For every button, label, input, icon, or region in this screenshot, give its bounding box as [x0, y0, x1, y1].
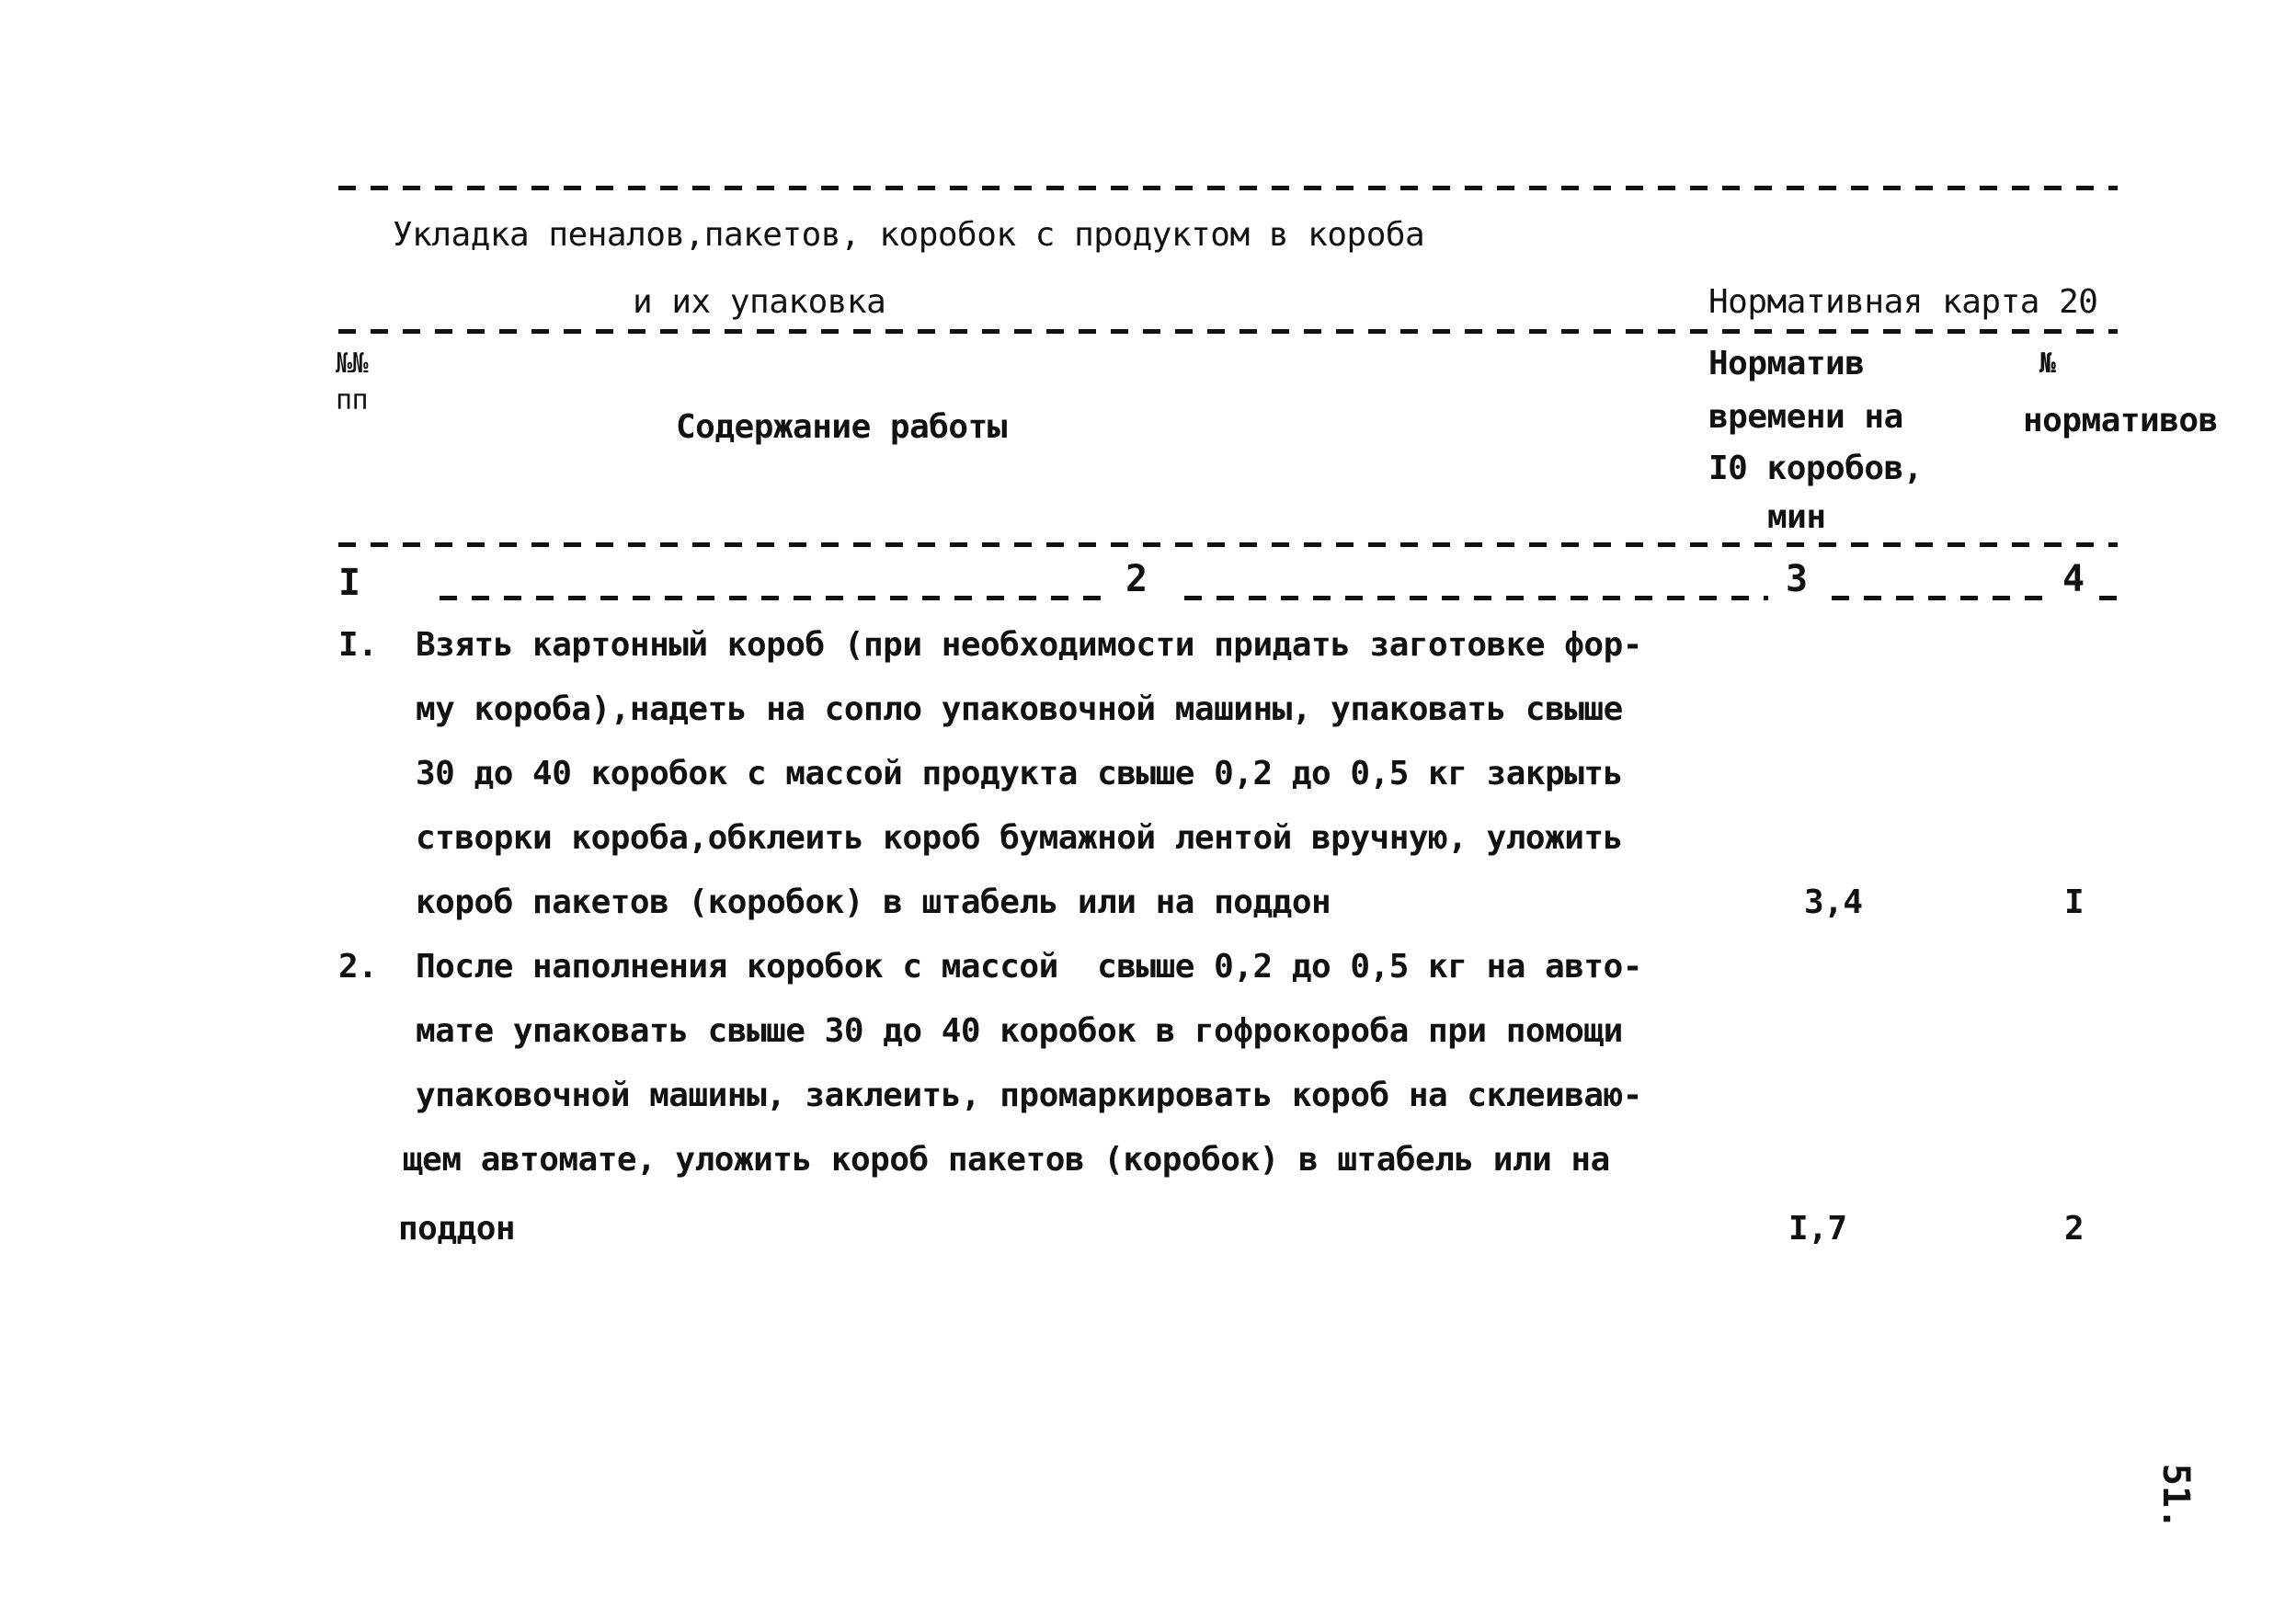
col-norm-header-1: Норматив	[1708, 345, 1865, 382]
col-content-header: Содержание работы	[676, 408, 1007, 446]
row-2-norm-no: 2	[2064, 1210, 2085, 1248]
page-number: 51.	[2154, 1463, 2198, 1531]
rule-colnum-d	[2099, 596, 2118, 600]
rule-colnum-c	[1832, 596, 2048, 600]
rule-header-top	[338, 329, 2118, 334]
colnum-4: 4	[2062, 558, 2085, 600]
rule-colnum-b	[1184, 596, 1768, 600]
row-2-line-2: мате упаковать свыше 30 до 40 коробок в гофрокороба при помощи	[416, 1012, 1623, 1050]
col-normno-header-2: нормативов	[2023, 402, 2218, 439]
row-1-line-5: короб пакетов (коробок) в штабель или на поддон	[416, 883, 1331, 921]
rule-colnum-a	[440, 596, 1115, 600]
colnum-2: 2	[1125, 558, 1148, 600]
row-1-line-2: му короба),надеть на сопло упаковочной машины, упаковать свыше	[416, 690, 1623, 728]
col-norm-header-4: мин	[1767, 498, 1826, 536]
rule-top	[338, 186, 2118, 190]
card-label: Нормативная карта 20	[1708, 283, 2098, 321]
colnum-1: I	[338, 562, 360, 604]
title-line-1: Укладка пеналов,пакетов, коробок с продуктом в короба	[393, 216, 1425, 254]
col-num-header-1: №№	[336, 348, 369, 380]
col-norm-header-2: времени на	[1708, 398, 1903, 436]
row-2-number: 2.	[338, 948, 378, 986]
row-2-norm: I,7	[1788, 1210, 1847, 1248]
row-1-norm: 3,4	[1804, 883, 1863, 921]
col-norm-header-3: I0 коробов,	[1708, 450, 1923, 487]
row-1-number: I.	[338, 626, 378, 664]
rule-header-bottom	[338, 542, 2118, 547]
col-num-header-2: пп	[336, 384, 369, 416]
title-line-2: и их упаковка	[633, 283, 886, 321]
row-2-line-3: упаковочной машины, заклеить, промаркировать короб на склеиваю-	[416, 1077, 1642, 1114]
row-1-line-1: Взять картонный короб (при необходимости придать заготовке фор-	[416, 626, 1642, 664]
row-1-line-4: створки короба,обклеить короб бумажной лентой вручную, уложить	[416, 819, 1623, 857]
row-2-line-1: После наполнения коробок с массой свыше 0,2 до 0,5 кг на авто-	[416, 948, 1642, 986]
row-2-line-5: поддон	[398, 1210, 516, 1248]
colnum-3: 3	[1786, 558, 1808, 600]
row-1-line-3: 30 до 40 коробок с массой продукта свыше 0,2 до 0,5 кг закрыть	[416, 755, 1623, 792]
col-normno-header-1: №	[2039, 348, 2056, 380]
row-2-line-4: щем автомате, уложить короб пакетов (коробок) в штабель или на	[403, 1141, 1610, 1179]
row-1-norm-no: I	[2064, 883, 2085, 921]
